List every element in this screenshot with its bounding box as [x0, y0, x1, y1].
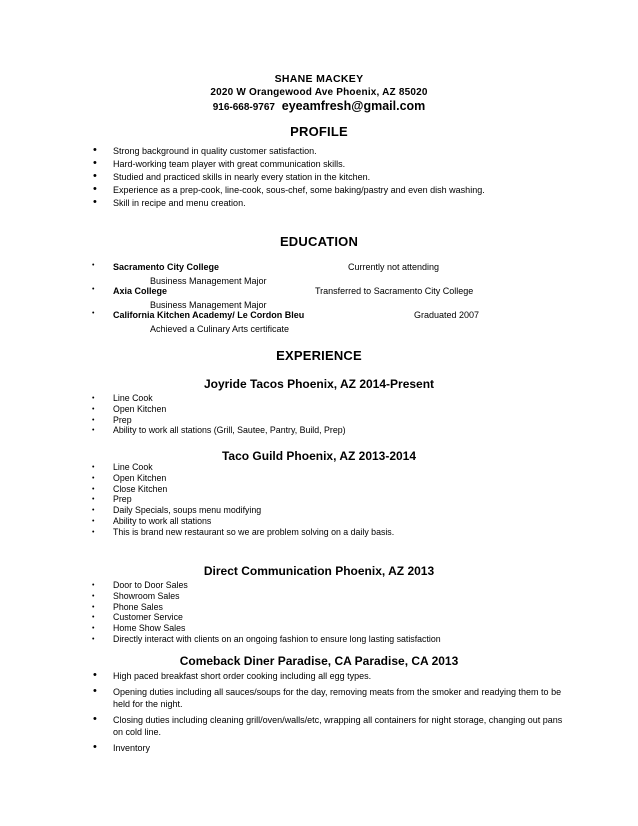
list-item: • This is brand new restaurant so we are problem solving on a daily basis.	[92, 526, 395, 537]
list-item: • Line Cook	[92, 462, 153, 472]
list-item: • High paced breakfast short order cooking including all egg types.	[93, 669, 372, 681]
list-item: • Opening duties including all sauces/soups for the day, removing meats from the smoker and readying them to be held for the night.	[93, 685, 562, 709]
list-item: • Door to Door Sales	[92, 580, 188, 590]
profile-list	[93, 145, 485, 210]
list-item: • Ability to work all stations (Grill, Sautee, Pantry, Build, Prep)	[92, 425, 346, 436]
list-item: • Ability to work all stations	[92, 515, 212, 526]
institution-name: Axia College	[113, 286, 168, 296]
education-status: Transferred to Sacramento City College	[315, 286, 474, 296]
list-item: • Closing duties including cleaning grill/oven/walls/etc, wrapping all containers for night storage, changing out pans on cold line.	[93, 713, 563, 737]
list-item: • Showroom Sales	[92, 590, 180, 601]
list-item: • Inventory	[93, 741, 151, 753]
list-item: • Hard-working team player with great communication skills.	[93, 157, 346, 169]
job-title: Joyride Tacos Phoenix, AZ 2014-Present	[203, 377, 435, 391]
education-detail: Achieved a Culinary Arts certificate	[150, 324, 290, 334]
job-duties-list	[92, 580, 441, 645]
job-title: Taco Guild Phoenix, AZ 2013-2014	[221, 449, 417, 463]
education-status: Currently not attending	[348, 262, 440, 272]
list-item: • Home Show Sales	[92, 623, 186, 634]
list-item: • Prep	[92, 414, 132, 425]
institution-name: California Kitchen Academy/ Le Cordon Bleu	[113, 310, 305, 320]
list-item: • Prep	[92, 494, 132, 505]
email-address: eyeamfresh@gmail.com	[281, 99, 426, 113]
education-status: Graduated 2007	[414, 310, 480, 320]
list-item: • Customer Service	[92, 612, 183, 623]
education-heading: EDUCATION	[279, 234, 359, 249]
profile-heading: PROFILE	[290, 124, 348, 139]
list-item: • Close Kitchen	[92, 483, 168, 494]
list-item: • Open Kitchen	[92, 472, 167, 483]
job-title: Direct Communication Phoenix, AZ 2013	[203, 564, 435, 578]
list-item: • Phone Sales	[92, 601, 163, 612]
experience-heading: EXPERIENCE	[276, 348, 362, 363]
list-item: • Experience as a prep-cook, line-cook, sous-chef, some baking/pastry and even dish washing.	[93, 183, 485, 195]
job-title: Comeback Diner Paradise, CA Paradise, CA 2013	[179, 654, 459, 668]
education-detail: Business Management Major	[150, 300, 267, 310]
phone-number: 916-668-9767	[212, 102, 275, 113]
job-duties-list	[92, 462, 394, 538]
list-item: • Open Kitchen	[92, 403, 167, 414]
list-item: • Directly interact with clients on an ongoing fashion to ensure long lasting satisfaction	[92, 633, 441, 644]
list-item: • Studied and practiced skills in nearly every station in the kitchen.	[93, 170, 371, 182]
list-item: • Strong background in quality customer satisfaction.	[93, 144, 317, 156]
education-detail: Business Management Major	[150, 276, 267, 286]
job-duties-list	[92, 393, 346, 436]
resume-page: SHANE MACKEY 2020 W Orangewood Ave Phoenix, AZ 85020 916-668-9767 eyeamfresh@gmail.com PROFILE • Strong background in quality customer satisfaction. • Hard-working team player with great communication skills. • Studied and practiced skills in nearly every station in the kitchen. • Experience as a prep-cook, line-cook, sous-chef, some baking/pastry and even dish washing. • Skill in recipe and menu creation. EDUCATION • Sacramento City College Currently not attending Business Management Major • Axia College Transferred to Sacramento City College Business Management Major • California Kitchen Academy/ Le Cordon Bleu Graduated 2007 Achieved a Culinary Arts certificate EXPERIENCE Joyride Tacos Phoenix, AZ 2014-Present • Line Cook • Open Kitchen • Prep • Ability to work all stations (Grill, Sautee, Pantry, Build, Prep) Taco Guild Phoenix, AZ 2013-2014 • Line Cook • Open Kitchen • Close Kitchen • Prep • Daily Specials, soups menu modifying • Ability to work all stations • This is brand new restaurant so we are problem solving on a daily basis. Direct Communication Phoenix, AZ 2013 • Door to Door Sales • Showroom Sales • Phone Sales • Customer Service • Home Show Sales • Directly interact with clients on an ongoing fashion to ensure long lasting satisfaction Comeback Diner Paradise, CA Paradise, CA 2013 • High paced breakfast short order cooking including all egg types. • Opening duties including all sauces/soups for the day, removing meats from the smoker and readying them to be held for the night. • Closing duties including cleaning grill/oven/walls/etc, wrapping all containers for night storage, changing out pans on cold line. • Inventory	[0, 0, 638, 826]
job-duties-list	[93, 670, 563, 758]
contact-line	[0, 99, 638, 113]
institution-name: Sacramento City College	[113, 262, 220, 272]
list-item: • Skill in recipe and menu creation.	[93, 196, 246, 208]
list-item: • Daily Specials, soups menu modifying	[92, 505, 262, 516]
applicant-address: 2020 W Orangewood Ave Phoenix, AZ 85020	[210, 87, 428, 98]
list-item: • Line Cook	[92, 393, 153, 403]
applicant-name: SHANE MACKEY	[274, 73, 364, 85]
